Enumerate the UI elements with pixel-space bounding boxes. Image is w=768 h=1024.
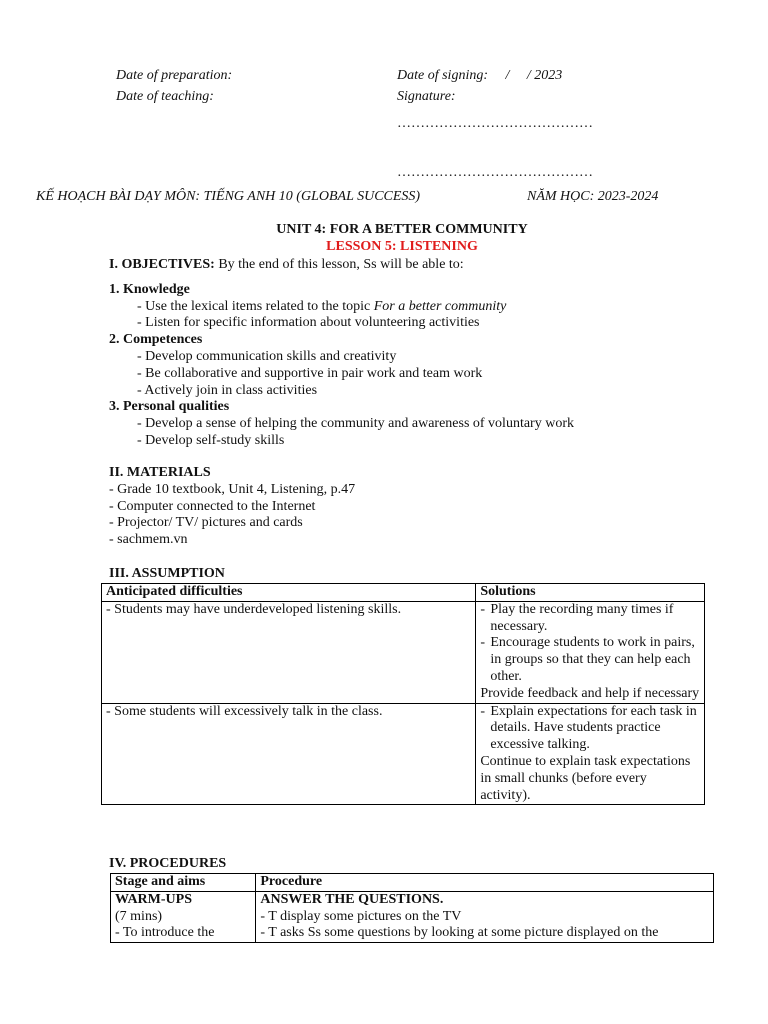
date-of-teaching: Date of teaching: <box>116 89 214 104</box>
material-item-4: - sachmem.vn <box>109 532 188 548</box>
lesson-title: LESSON 5: LISTENING <box>326 239 478 254</box>
competence-item-3: - Actively join in class activities <box>137 382 318 398</box>
school-year: NĂM HỌC: 2023-2024 <box>527 189 659 204</box>
signature-dots-1: …………………………………… <box>397 116 593 131</box>
quality-item-1: - Develop a sense of helping the community and awareness of voluntary work <box>137 416 574 432</box>
date-of-signing: Date of signing: / / 2023 <box>397 68 563 83</box>
signature-label: Signature: <box>397 89 456 104</box>
difficulty-cell: - Students may have underdeveloped listening skills. <box>102 601 476 703</box>
table-row <box>102 703 705 805</box>
material-item-1: - Grade 10 textbook, Unit 4, Listening, p.47 <box>109 481 356 497</box>
table-row <box>111 891 714 942</box>
competences-heading: 2. Competences <box>109 332 203 348</box>
material-item-2: - Computer connected to the Internet <box>109 498 316 514</box>
objectives-intro: By the end of this lesson, Ss will be able to: <box>214 257 464 272</box>
materials-section <box>109 465 355 549</box>
knowledge-item-1: - Use the lexical items related to the topic For a better community <box>137 298 507 314</box>
solution-cell: - Explain expectations for each task in details. Have students practice excessive talking. Continue to explain task expectations in small chunks (before every activity). <box>476 703 705 805</box>
knowledge-item-2: - Listen for specific information about volunteering activities <box>137 315 480 331</box>
plan-title: KẾ HOẠCH BÀI DẠY MÔN: TIẾNG ANH 10 (GLOBAL SUCCESS) <box>36 189 421 204</box>
assumption-col-solutions: Solutions <box>476 584 705 602</box>
procedure-cell: ANSWER THE QUESTIONS. - T display some pictures on the TV - T asks Ss some questions by looking at some picture displayed on the <box>256 891 714 942</box>
assumption-table <box>101 583 705 805</box>
table-row <box>102 601 705 703</box>
procedures-table <box>110 873 714 943</box>
quality-item-2: - Develop self-study skills <box>137 432 285 448</box>
qualities-heading: 3. Personal qualities <box>109 399 230 415</box>
assumption-col-difficulties: Anticipated difficulties <box>102 584 476 602</box>
procedures-col-procedure: Procedure <box>256 874 714 892</box>
procedures-col-stage: Stage and aims <box>111 874 256 892</box>
material-item-3: - Projector/ TV/ pictures and cards <box>109 515 303 531</box>
date-of-preparation: Date of preparation: <box>116 68 233 83</box>
competence-item-1: - Develop communication skills and creativity <box>137 348 397 364</box>
objectives-heading: I. OBJECTIVES: <box>109 257 215 272</box>
knowledge-heading: 1. Knowledge <box>109 281 190 297</box>
unit-title: UNIT 4: FOR A BETTER COMMUNITY <box>276 222 528 237</box>
stage-cell: WARM-UPS (7 mins) - To introduce the <box>111 891 256 942</box>
objectives-section <box>109 257 574 450</box>
assumption-heading: III. ASSUMPTION <box>109 566 225 581</box>
difficulty-cell: - Some students will excessively talk in the class. <box>102 703 476 805</box>
competence-item-2: - Be collaborative and supportive in pair work and team work <box>137 365 483 381</box>
solution-cell: - Play the recording many times if necessary. - Encourage students to work in pairs, in groups so that they can help each other. Provide feedback and help if necessary <box>476 601 705 703</box>
materials-heading: II. MATERIALS <box>109 465 211 480</box>
procedures-heading: IV. PROCEDURES <box>109 856 227 871</box>
signature-dots-2: …………………………………… <box>397 165 593 180</box>
